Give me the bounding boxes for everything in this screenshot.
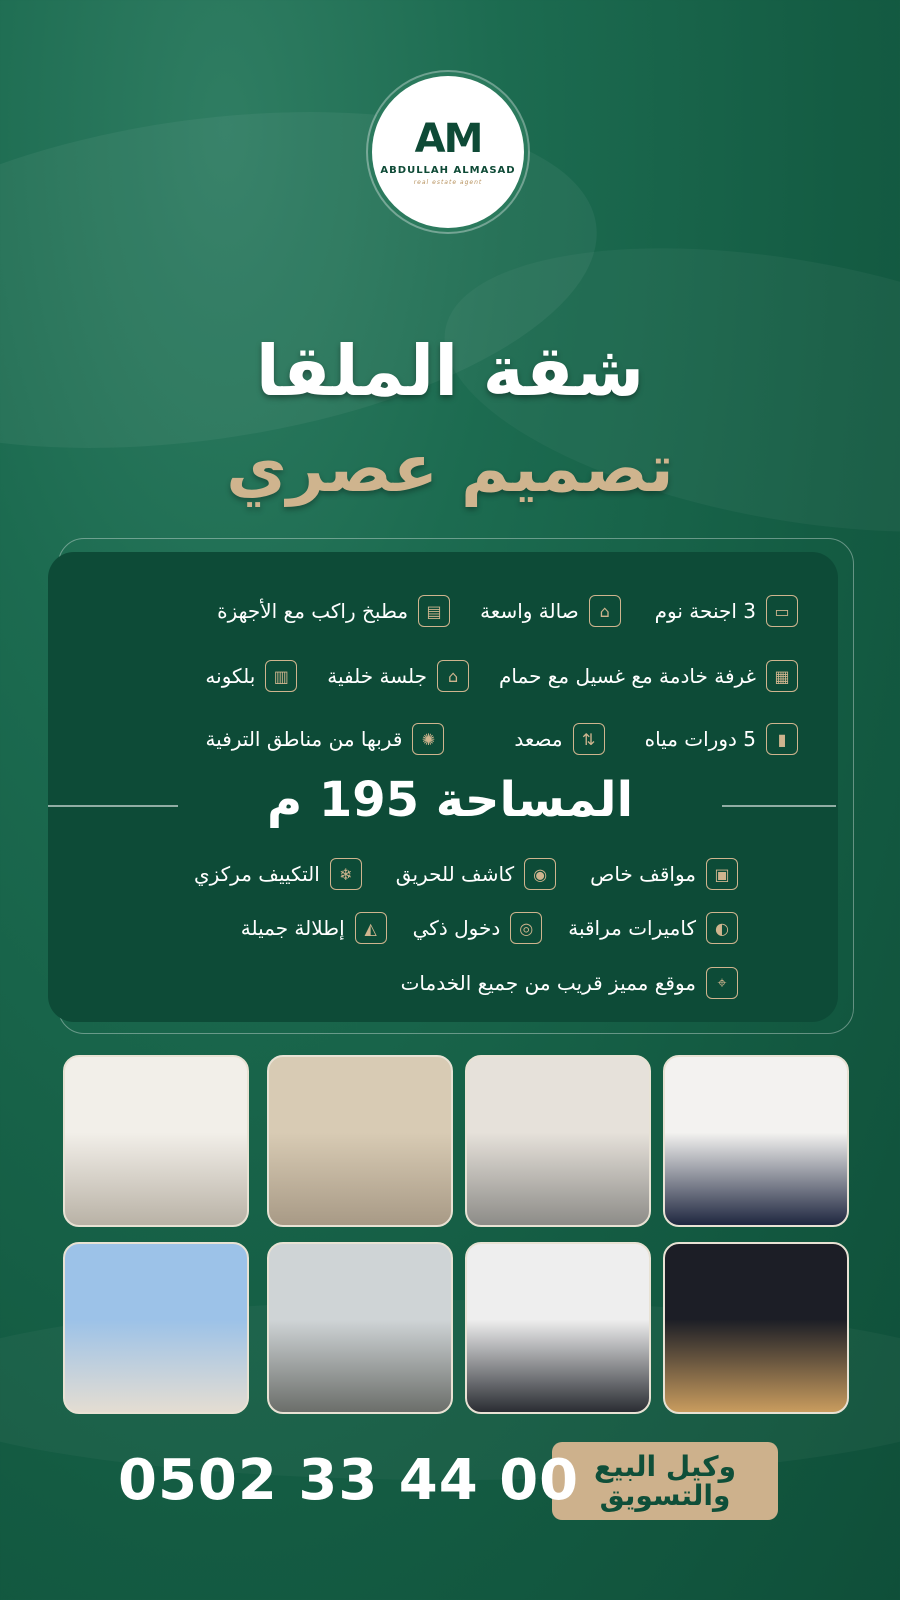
feature-row-6 [401, 967, 738, 999]
badge-line-1: وكيل البيع [594, 1449, 736, 1483]
feature-item [590, 858, 738, 890]
feature-row-5 [241, 912, 738, 944]
smoke-detector-icon: ◉ [524, 858, 556, 890]
feature-item [499, 660, 798, 692]
entertainment-icon: ✺ [412, 723, 444, 755]
fingerprint-icon: ◎ [510, 912, 542, 944]
logo-name: ABDULLAH ALMASAD [380, 164, 516, 176]
feature-label: إطلالة جميلة [240, 916, 345, 940]
feature-item [413, 912, 543, 944]
feature-label: 5 دورات مياه [644, 727, 756, 751]
feature-label: قربها من مناطق الترفية [205, 727, 403, 751]
logo-tagline: real estate agent [413, 178, 483, 186]
feature-item [327, 660, 469, 692]
area-heading: المساحة 195 م [266, 772, 634, 828]
badge-line-2: والتسويق [599, 1479, 731, 1512]
elevator-icon: ⇅ [573, 723, 605, 755]
maid-room-icon: ▦ [766, 660, 798, 692]
photo-staircase[interactable] [465, 1055, 651, 1227]
photo-kitchen[interactable] [663, 1055, 849, 1227]
feature-item [241, 912, 387, 944]
feature-item [480, 595, 621, 627]
feature-row-2 [205, 660, 798, 692]
view-icon: ◭ [355, 912, 387, 944]
feature-label: بلكونه [205, 664, 256, 688]
kitchen-icon: ▤ [418, 595, 450, 627]
sales-agent-badge [552, 1442, 778, 1520]
feature-label: دخول ذكي [412, 916, 501, 940]
feature-label: كاشف للحريق [395, 862, 515, 886]
feature-item [568, 912, 738, 944]
feature-label: مصعد [514, 727, 563, 751]
feature-row-3 [205, 723, 798, 755]
listing-subtitle: تصميم عصري [226, 430, 674, 507]
feature-row-4 [194, 858, 738, 890]
feature-item [655, 595, 798, 627]
parking-icon: ▣ [706, 858, 738, 890]
feature-item [396, 858, 556, 890]
sofa-icon: ⌂ [589, 595, 621, 627]
divider-line [48, 805, 178, 807]
location-icon: ⌖ [706, 967, 738, 999]
photo-intercom[interactable] [465, 1242, 651, 1414]
photo-hall-window[interactable] [267, 1055, 453, 1227]
listing-title: شقة الملقا [255, 330, 645, 412]
bed-icon: ▭ [766, 595, 798, 627]
balcony-icon: ▥ [265, 660, 297, 692]
seating-icon: ⌂ [437, 660, 469, 692]
camera-icon: ◐ [706, 912, 738, 944]
photo-living-room[interactable] [63, 1055, 249, 1227]
feature-item [401, 967, 738, 999]
feature-label: موقع مميز قريب من جميع الخدمات [400, 971, 696, 995]
feature-item [205, 723, 444, 755]
feature-label: 3 اجنحة نوم [654, 599, 756, 623]
ac-icon: ❄ [330, 858, 362, 890]
feature-label: جلسة خلفية [327, 664, 428, 688]
photo-entrance-glass[interactable] [267, 1242, 453, 1414]
feature-item [645, 723, 798, 755]
bathroom-icon: ▮ [766, 723, 798, 755]
feature-item [205, 660, 297, 692]
logo-monogram: AM [414, 115, 482, 162]
feature-label: صالة واسعة [480, 599, 579, 623]
divider-line [722, 805, 836, 807]
feature-label: غرفة خادمة مع غسيل مع حمام [499, 664, 756, 688]
feature-label: مطبخ راكب مع الأجهزة [217, 599, 409, 623]
photo-exterior-night[interactable] [663, 1242, 849, 1414]
feature-item [514, 723, 604, 755]
feature-label: التكييف مركزي [193, 862, 320, 886]
feature-item [194, 858, 362, 890]
photo-exterior-day[interactable] [63, 1242, 249, 1414]
feature-row-1 [217, 595, 798, 627]
phone-number[interactable]: 0502 33 44 00 [118, 1448, 580, 1513]
feature-label: كاميرات مراقبة [568, 916, 696, 940]
feature-label: مواقف خاص [590, 862, 696, 886]
feature-item [217, 595, 450, 627]
agent-logo [372, 76, 524, 228]
